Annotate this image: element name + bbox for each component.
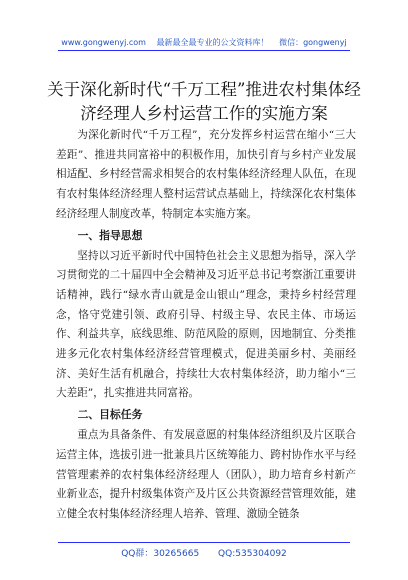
header-divider bbox=[58, 50, 350, 51]
section-heading-guiding-ideology: 一、指导思想 bbox=[77, 228, 143, 242]
footer-divider bbox=[58, 542, 350, 543]
section-paragraph-guiding-ideology: 坚持以习近平新时代中国特色社会主义思想为指导，深入学习贯彻党的二十届四中全会精神及习近平总书记考察浙江重要讲话精神，践行“绿水青山就是金山银山”理念，秉持乡村经营理念，恪守党建引领、政府引导、村级主导、农民主体、市场运作、利益共享，底线思维、防范风险的原则，因地制宜、分类推进多元化农村集体经济经营管理模式，促进美丽乡村、美丽经济、美好生活有机融合，持续壮大农村集体经济，助力缩小“三大差距”，扎实推进共同富裕。 bbox=[56, 249, 356, 400]
header-site[interactable]: www.gongwenyj.com bbox=[61, 38, 146, 47]
footer-qq: QQ:535304092 bbox=[218, 549, 287, 559]
section-paragraph-goals: 重点为具备条件、有发展意愿的村集体经济组织及片区联合运营主体，选拔引进一批兼具片区统筹能力、跨村协作水平与经营管理素养的农村集体经济经理人（团队），助力培育乡村新产业新业态，提升村级集体资产及片区公共资源经营管理效能，建立健全农村集体经济经理人培养、管理、激励全链条 bbox=[56, 429, 356, 520]
page-footer bbox=[0, 546, 408, 559]
title-line-1: 关于深化新时代“千万工程”推进农村集体经 bbox=[47, 80, 361, 99]
title-line-2: 济经理人乡村运营工作的实施方案 bbox=[80, 104, 328, 123]
header-wechat: 微信：gongwenyj bbox=[279, 38, 347, 47]
document-title bbox=[30, 78, 378, 126]
page-header bbox=[0, 37, 408, 48]
footer-qq-group: QQ群：30265665 bbox=[121, 549, 200, 559]
document-body bbox=[56, 126, 356, 525]
intro-paragraph: 为深化新时代“千万工程”，充分发挥乡村运营在缩小“三大差距”、推进共同富裕中的积极作用，加快引育与乡村产业发展相适配、乡村经营需求相契合的农村集体经济经理人队伍，在现有农村集体经济经理人整村运营试点基础上，持续深化农村集体经济经理人制度改革，特制定本实施方案。 bbox=[56, 129, 356, 220]
header-slogan: 最新最全最专业的公文资料库！ bbox=[156, 38, 269, 47]
section-heading-goals: 二、目标任务 bbox=[77, 408, 143, 422]
